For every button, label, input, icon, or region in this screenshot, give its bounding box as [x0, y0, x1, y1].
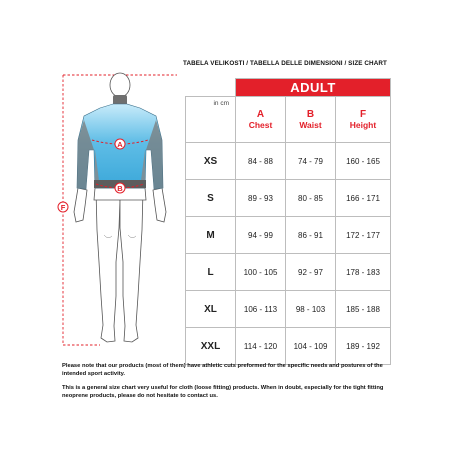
- column-waist: [286, 97, 336, 143]
- column-label: Chest: [248, 120, 273, 130]
- chest-value: 89 - 93: [236, 180, 286, 217]
- unit-label: in cm: [186, 97, 236, 143]
- size-table: [185, 78, 391, 365]
- size-label: M: [186, 217, 236, 254]
- chest-value: 94 - 99: [236, 217, 286, 254]
- column-letter: F: [359, 109, 367, 120]
- height-value: 160 - 165: [336, 143, 391, 180]
- height-value: 172 - 177: [336, 217, 391, 254]
- table-header-row: [186, 79, 391, 97]
- table-row: [186, 328, 391, 365]
- column-letter: A: [256, 109, 265, 120]
- head: [110, 73, 130, 107]
- measurement-header-row: [186, 97, 391, 143]
- size-label: XL: [186, 291, 236, 328]
- waist-value: 104 - 109: [286, 328, 336, 365]
- chest-value: 84 - 88: [236, 143, 286, 180]
- table-row: [186, 254, 391, 291]
- waist-value: 74 - 79: [286, 143, 336, 180]
- waist-value: 86 - 91: [286, 217, 336, 254]
- waist-marker-label: B: [117, 184, 123, 193]
- column-label: Waist: [299, 120, 322, 130]
- waist-value: 92 - 97: [286, 254, 336, 291]
- legs-outline: [94, 188, 146, 342]
- column-label: Height: [349, 120, 377, 130]
- table-row: [186, 291, 391, 328]
- height-value: 166 - 171: [336, 180, 391, 217]
- column-chest: [236, 97, 286, 143]
- chest-marker-label: A: [117, 140, 123, 149]
- size-label: S: [186, 180, 236, 217]
- adult-header: ADULT: [236, 79, 391, 97]
- table-row: [186, 143, 391, 180]
- height-value: 185 - 188: [336, 291, 391, 328]
- column-letter: B: [306, 109, 315, 120]
- size-chart-title: TABELA VELIKOSTI / TABELLA DELLE DIMENSIONI / SIZE CHART: [183, 60, 387, 67]
- size-label: L: [186, 254, 236, 291]
- size-label: XS: [186, 143, 236, 180]
- note-athletic-cuts: Please note that our products (most of them) have athletic cuts preformed for the specific needs and postures of the intended sport activity.: [62, 363, 383, 377]
- column-height: [336, 97, 391, 143]
- note-general-size: This is a general size chart very useful for cloth (loose fitting) products. When in doubt, especially for the tight fitting neoprene products, please do not hesitate to contact us.: [62, 385, 384, 399]
- chest-value: 100 - 105: [236, 254, 286, 291]
- chest-value: 106 - 113: [236, 291, 286, 328]
- waist-value: 80 - 85: [286, 180, 336, 217]
- table-row: [186, 180, 391, 217]
- height-value: 178 - 183: [336, 254, 391, 291]
- height-marker-label: F: [60, 203, 66, 212]
- size-notes: [62, 362, 392, 406]
- waist-value: 98 - 103: [286, 291, 336, 328]
- chest-value: 114 - 120: [236, 328, 286, 365]
- table-row: [186, 217, 391, 254]
- height-value: 189 - 192: [336, 328, 391, 365]
- size-label: XXL: [186, 328, 236, 365]
